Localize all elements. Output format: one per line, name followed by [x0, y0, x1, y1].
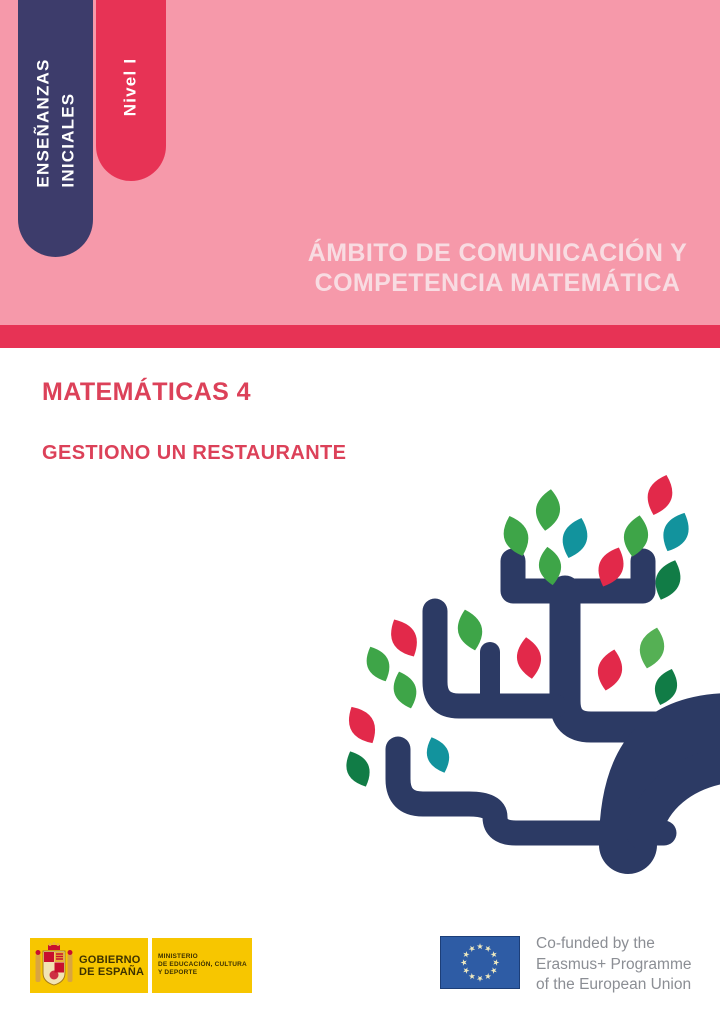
ribbon-line-2: INICIALES — [57, 93, 77, 188]
subject-title: MATEMÁTICAS 4 — [42, 378, 251, 406]
ribbon-line-1: ENSEÑANZAS — [32, 58, 52, 188]
ministry-line-1: MINISTERIO — [158, 953, 198, 960]
ministry-logo — [152, 938, 252, 993]
area-title-line-2: COMPETENCIA MATEMÁTICA — [314, 269, 681, 297]
ministry-line-2: DE EDUCACIÓN, CULTURA — [158, 961, 247, 968]
eu-line-1: Co-funded by the — [536, 935, 655, 952]
ministry-line-3: Y DEPORTE — [158, 969, 198, 976]
tree-branches — [398, 561, 720, 845]
eu-flag-icon — [440, 936, 520, 989]
government-line-2: DE ESPAÑA — [79, 965, 145, 978]
area-title-line-1: ÁMBITO DE COMUNICACIÓN Y — [307, 239, 688, 267]
area-title — [300, 238, 695, 298]
eu-cofunded-label — [536, 934, 691, 996]
government-line-1: GOBIERNO — [79, 953, 141, 966]
ribbon-ensenanzas-label — [31, 59, 80, 188]
ribbon-ensenanzas-iniciales — [18, 0, 93, 257]
ribbon-nivel — [96, 0, 166, 181]
header-stripe — [0, 325, 720, 348]
spain-coat-of-arms-icon — [35, 942, 73, 990]
government-label — [79, 954, 144, 978]
unit-title: GESTIONO UN RESTAURANTE — [42, 442, 347, 464]
eu-line-2: Erasmus+ Programme — [536, 955, 692, 973]
spain-government-logo — [30, 938, 148, 993]
ministry-label — [158, 953, 252, 977]
eu-line-3: of the European Union — [536, 976, 692, 993]
ribbon-nivel-label: Nivel I — [120, 57, 140, 117]
tree-illustration — [330, 460, 720, 880]
